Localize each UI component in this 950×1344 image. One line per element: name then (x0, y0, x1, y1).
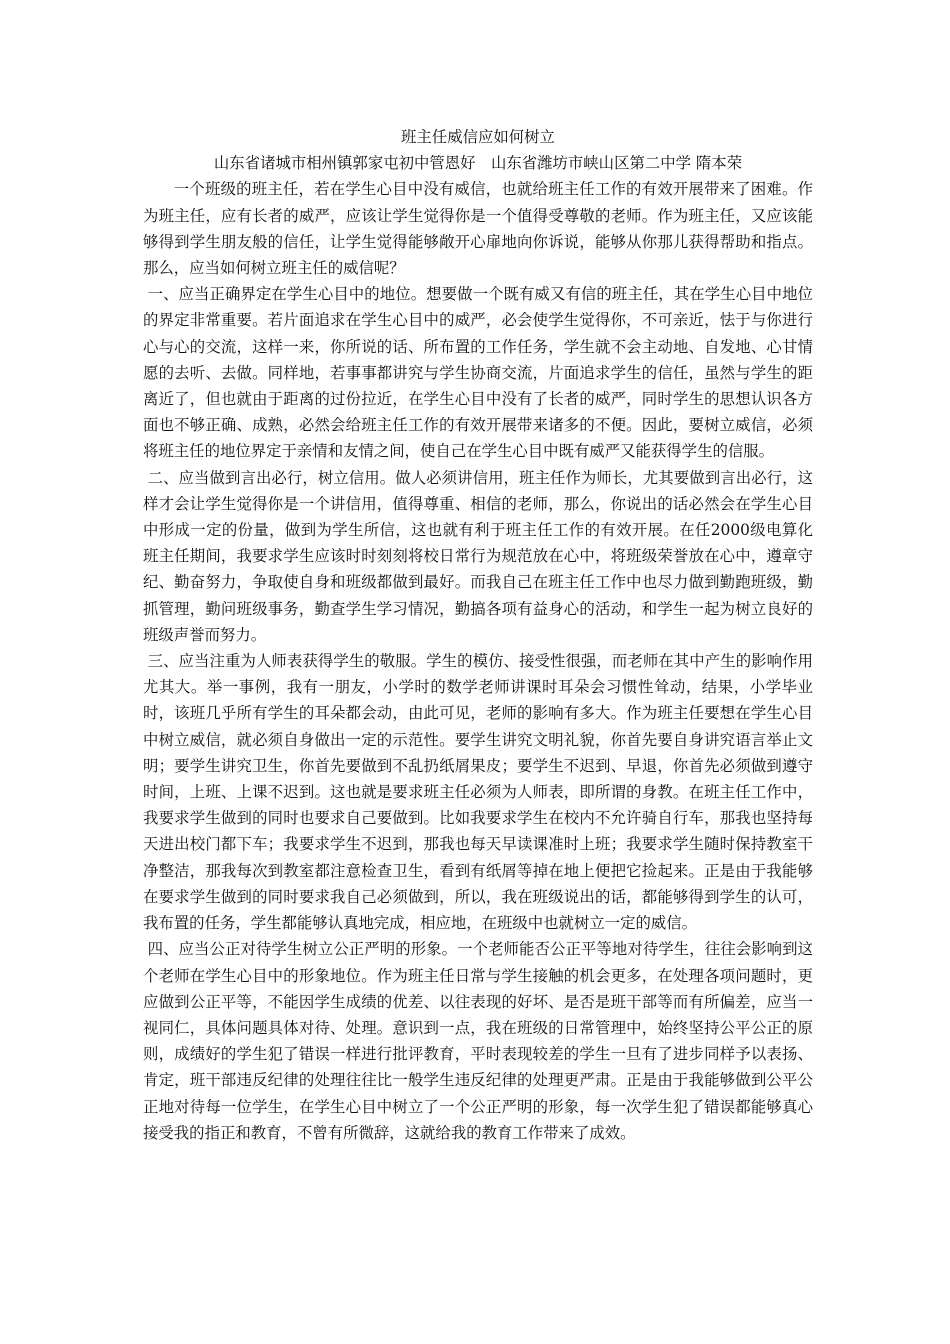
paragraph-section-4: 四、应当公正对待学生树立公正严明的形象。一个老师能否公正平等地对待学生，往往会影响到这个老师在学生心目中的形象地位。作为班主任日常与学生接触的机会更多，在处理各项问题时，更应做到公正平等，不能因学生成绩的优差、以往表现的好坏、是否是班干部等而有所偏差，应当一视同仁，具体问题具体对待、处理。意识到一点，我在班级的日常管理中，始终坚持公平公正的原则，成绩好的学生犯了错误一样进行批评教育，平时表现较差的学生一旦有了进步同样予以表扬、肯定，班干部违反纪律的处理往往比一般学生违反纪律的处理更严肃。正是由于我能够做到公平公正地对待每一位学生，在学生心目中树立了一个公正严明的形象，每一次学生犯了错误都能够真心接受我的指正和教育，不曾有所微辞，这就给我的教育工作带来了成效。 (143, 940, 813, 1142)
author-byline: 山东省诸城市相州镇郭家屯初中管恩好 山东省潍坊市峡山区第二中学 隋本荣 (213, 154, 743, 173)
document-page (143, 124, 813, 1146)
document-title: 班主任威信应如何树立 (401, 128, 555, 146)
paragraph-section-1: 一、应当正确界定在学生心目中的地位。想要做一个既有威又有信的班主任，其在学生心目中地位的界定非常重要。若片面追求在学生心目中的威严，必会使学生觉得你，不可亲近，怯于与你进行心与心的交流，这样一来，你所说的话、所布置的工作任务，学生就不会主动地、自发地、心甘情愿的去听、去做。同样地，若事事都讲究与学生协商交流，片面追求学生的信任，虽然与学生的距离近了，但也就由于距离的过份拉近，在学生心目中没有了长者的威严，同时学生的思想认识各方面也不够正确、成熟，必然会给班主任工作的有效开展带来诸多的不便。因此，要树立威信，必须将班主任的地位界定于亲情和友情之间，使自己在学生心目中既有威严又能获得学生的信服。 (143, 285, 813, 461)
paragraph-section-2: 二、应当做到言出必行，树立信用。做人必须讲信用，班主任作为师长，尤其要做到言出必行，这样才会让学生觉得你是一个讲信用，值得尊重、相信的老师，那么，你说出的话必然会在学生心目中形成一定的份量，做到为学生所信，这也就有利于班主任工作的有效开展。在任2000级电算化班主任期间，我要求学生应该时时刻刻将校日常行为规范放在心中，将班级荣誉放在心中，遵章守纪、勤奋努力，争取使自身和班级都做到最好。而我自己在班主任工作中也尽力做到勤跑班级，勤抓管理，勤问班级事务，勤查学生学习情况，勤搞各项有益身心的活动，和学生一起为树立良好的班级声誉而努力。 (143, 468, 813, 644)
paragraph-section-3: 三、应当注重为人师表获得学生的敬服。学生的模仿、接受性很强，而老师在其中产生的影响作用尤其大。举一事例，我有一朋友，小学时的数学老师讲课时耳朵会习惯性耸动，结果，小学毕业时，该班几乎所有学生的耳朵都会动，由此可见，老师的影响有多大。作为班主任要想在学生心目中树立威信，就必须自身做出一定的示范性。要学生讲究文明礼貌，你首先要自身讲究语言举止文明；要学生讲究卫生，你首先要做到不乱扔纸屑果皮；要学生不迟到、早退，你首先必须做到遵守时间，上班、上课不迟到。这也就是要求班主任必须为人师表，即所谓的身教。在班主任工作中，我要求学生做到的同时也要求自己要做到。比如我要求学生在校内不允许骑自行车，那我也坚持每天进出校门都下车；我要求学生不迟到，那我也每天早读课准时上班；我要求学生随时保持教室干净整洁，那我每次到教室都注意检查卫生，看到有纸屑等掉在地上便把它捡起来。正是由于我能够在要求学生做到的同时要求我自己必须做到，所以，我在班级说出的话，都能够得到学生的认可，我布置的任务，学生都能够认真地完成，相应地，在班级中也就树立一定的威信。 (143, 652, 813, 933)
paragraph-intro: 一个班级的班主任，若在学生心目中没有威信，也就给班主任工作的有效开展带来了困难。作为班主任，应有长者的威严，应该让学生觉得你是一个值得受尊敬的老师。作为班主任，又应该能够得到学生朋友般的信任，让学生觉得能够敞开心扉地向你诉说，能够从你那儿获得帮助和指点。 那么，应当如何树立班主任的威信呢？ (143, 180, 813, 278)
